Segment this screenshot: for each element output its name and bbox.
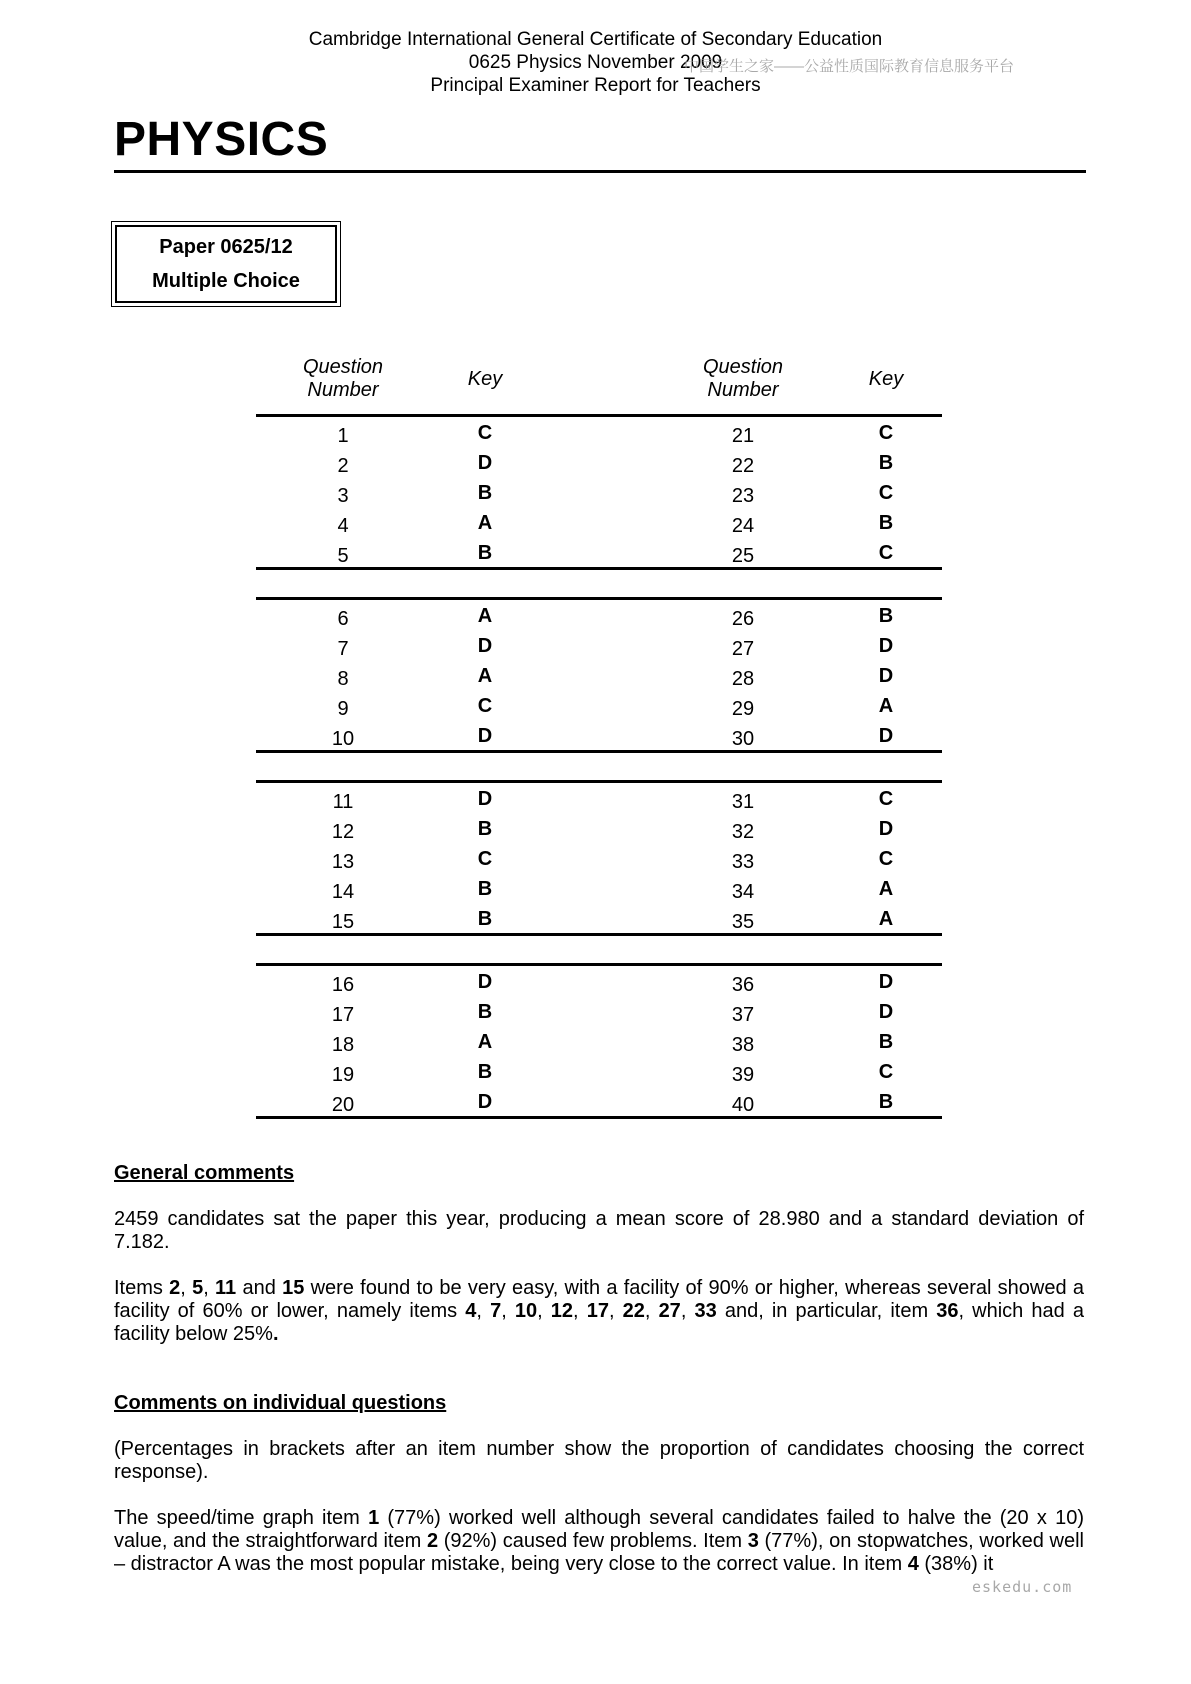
- answer-key: D: [878, 665, 894, 687]
- table-rule: [256, 1116, 942, 1119]
- question-number: 5: [337, 545, 349, 567]
- answer-key: D: [878, 818, 894, 840]
- answer-group: [256, 783, 942, 933]
- answer-key: B: [477, 1061, 493, 1083]
- question-number: 21: [731, 425, 755, 447]
- answer-group: [256, 600, 942, 750]
- question-number: 1: [337, 425, 349, 447]
- answer-group: [256, 417, 942, 567]
- question-number: 13: [331, 851, 355, 873]
- question-number: 32: [731, 821, 755, 843]
- question-number: 18: [331, 1034, 355, 1056]
- answer-key: C: [878, 788, 894, 810]
- question-number: 4: [337, 515, 349, 537]
- answer-key: A: [477, 1031, 493, 1053]
- answer-key: B: [878, 605, 894, 627]
- group-gap: [256, 753, 942, 780]
- paper-box: [111, 221, 341, 307]
- question-number: 34: [731, 881, 755, 903]
- header-line-3: Principal Examiner Report for Teachers: [430, 75, 761, 96]
- answer-key: B: [477, 1001, 493, 1023]
- question-number: 33: [731, 851, 755, 873]
- group-gap: [256, 936, 942, 963]
- answer-key: B: [477, 542, 493, 564]
- answer-key: A: [477, 512, 493, 534]
- answer-key: D: [878, 1001, 894, 1023]
- question-number: 31: [731, 791, 755, 813]
- question-number: 29: [731, 698, 755, 720]
- answer-key: C: [878, 422, 894, 444]
- question-number: 15: [331, 911, 355, 933]
- key-header-right: Key: [868, 368, 904, 390]
- answer-key: D: [878, 635, 894, 657]
- question-number: 3: [337, 485, 349, 507]
- answer-key: A: [878, 695, 894, 717]
- question-number-header-left: Question Number: [302, 356, 384, 401]
- watermark-top: 中国学生之家——公益性质国际教育信息服务平台: [684, 58, 1015, 75]
- answer-key: A: [878, 878, 894, 900]
- answer-key: D: [477, 1091, 493, 1113]
- answer-key: B: [477, 482, 493, 504]
- general-comments-paragraph-1: 2459 candidates sat the paper this year, producing a mean score of 28.980 and a standard deviation of 7.182.: [114, 1208, 1084, 1253]
- question-number: 7: [337, 638, 349, 660]
- answer-key: B: [477, 908, 493, 930]
- title-divider: [114, 170, 1086, 173]
- answer-key: B: [878, 1031, 894, 1053]
- answer-key: B: [878, 452, 894, 474]
- answer-key: D: [477, 788, 493, 810]
- question-number: 23: [731, 485, 755, 507]
- question-number: 9: [337, 698, 349, 720]
- question-number: 8: [337, 668, 349, 690]
- answer-key: C: [878, 1061, 894, 1083]
- paper-type: Multiple Choice: [152, 270, 300, 292]
- group-gap: [256, 570, 942, 597]
- question-number: 28: [731, 668, 755, 690]
- individual-comments-heading: Comments on individual questions: [114, 1392, 447, 1414]
- question-number: 35: [731, 911, 755, 933]
- answer-key-table: [256, 352, 942, 1119]
- question-number: 30: [731, 728, 755, 750]
- answer-key: C: [878, 482, 894, 504]
- answer-key: C: [878, 542, 894, 564]
- key-header-left: Key: [467, 368, 503, 390]
- question-number: 14: [331, 881, 355, 903]
- general-comments-heading: General comments: [114, 1162, 295, 1184]
- question-number: 20: [331, 1094, 355, 1116]
- answer-key: D: [477, 725, 493, 747]
- answer-key: C: [477, 848, 493, 870]
- individual-comments-paragraph-1: (Percentages in brackets after an item number show the proportion of candidates choosing the correct response).: [114, 1438, 1084, 1483]
- question-number: 36: [731, 974, 755, 996]
- question-number: 26: [731, 608, 755, 630]
- question-number: 16: [331, 974, 355, 996]
- question-number: 12: [331, 821, 355, 843]
- answer-group: [256, 966, 942, 1116]
- question-number-header-right: Question Number: [702, 356, 784, 401]
- answer-key: D: [477, 971, 493, 993]
- question-number: 27: [731, 638, 755, 660]
- table-header: [256, 352, 942, 414]
- question-number: 25: [731, 545, 755, 567]
- answer-key: B: [477, 818, 493, 840]
- page-title: PHYSICS: [114, 113, 329, 166]
- watermark-bottom: eskedu.com: [972, 1578, 1073, 1596]
- answer-key: D: [878, 725, 894, 747]
- header-line-2: 0625 Physics November 2009: [468, 52, 723, 73]
- question-number: 6: [337, 608, 349, 630]
- answer-key: D: [878, 971, 894, 993]
- question-number: 39: [731, 1064, 755, 1086]
- answer-key: D: [477, 635, 493, 657]
- question-number: 2: [337, 455, 349, 477]
- answer-key: B: [878, 1091, 894, 1113]
- answer-key: A: [477, 605, 493, 627]
- answer-key: C: [878, 848, 894, 870]
- header-line-1: Cambridge International General Certificate of Secondary Education: [308, 29, 883, 50]
- question-number: 38: [731, 1034, 755, 1056]
- answer-key: B: [477, 878, 493, 900]
- question-number: 10: [331, 728, 355, 750]
- question-number: 37: [731, 1004, 755, 1026]
- question-number: 40: [731, 1094, 755, 1116]
- answer-key: C: [477, 695, 493, 717]
- question-number: 11: [332, 791, 354, 813]
- answer-key: A: [477, 665, 493, 687]
- question-number: 17: [331, 1004, 355, 1026]
- answer-key: B: [878, 512, 894, 534]
- question-number: 24: [731, 515, 755, 537]
- paper-code: Paper 0625/12: [159, 236, 293, 258]
- question-number: 19: [331, 1064, 355, 1086]
- question-number: 22: [731, 455, 755, 477]
- individual-comments-paragraph-2: The speed/time graph item 1 (77%) worked well although several candidates failed to halve the (20 x 10) value, and the straightforward item 2 (92%) caused few problems. Item 3 (77%), on stopwatches, worked well – distractor A was the most popular mistake, being very close to the correct value. In item 4 (38%) it: [114, 1507, 1084, 1575]
- answer-key: D: [477, 452, 493, 474]
- general-comments-paragraph-2: Items 2, 5, 11 and 15 were found to be very easy, with a facility of 90% or higher, whereas several showed a facility of 60% or lower, namely items 4, 7, 10, 12, 17, 22, 27, 33 and, in particular, item 36, which had a facility below 25%.: [114, 1277, 1084, 1345]
- answer-key: A: [878, 908, 894, 930]
- answer-key: C: [477, 422, 493, 444]
